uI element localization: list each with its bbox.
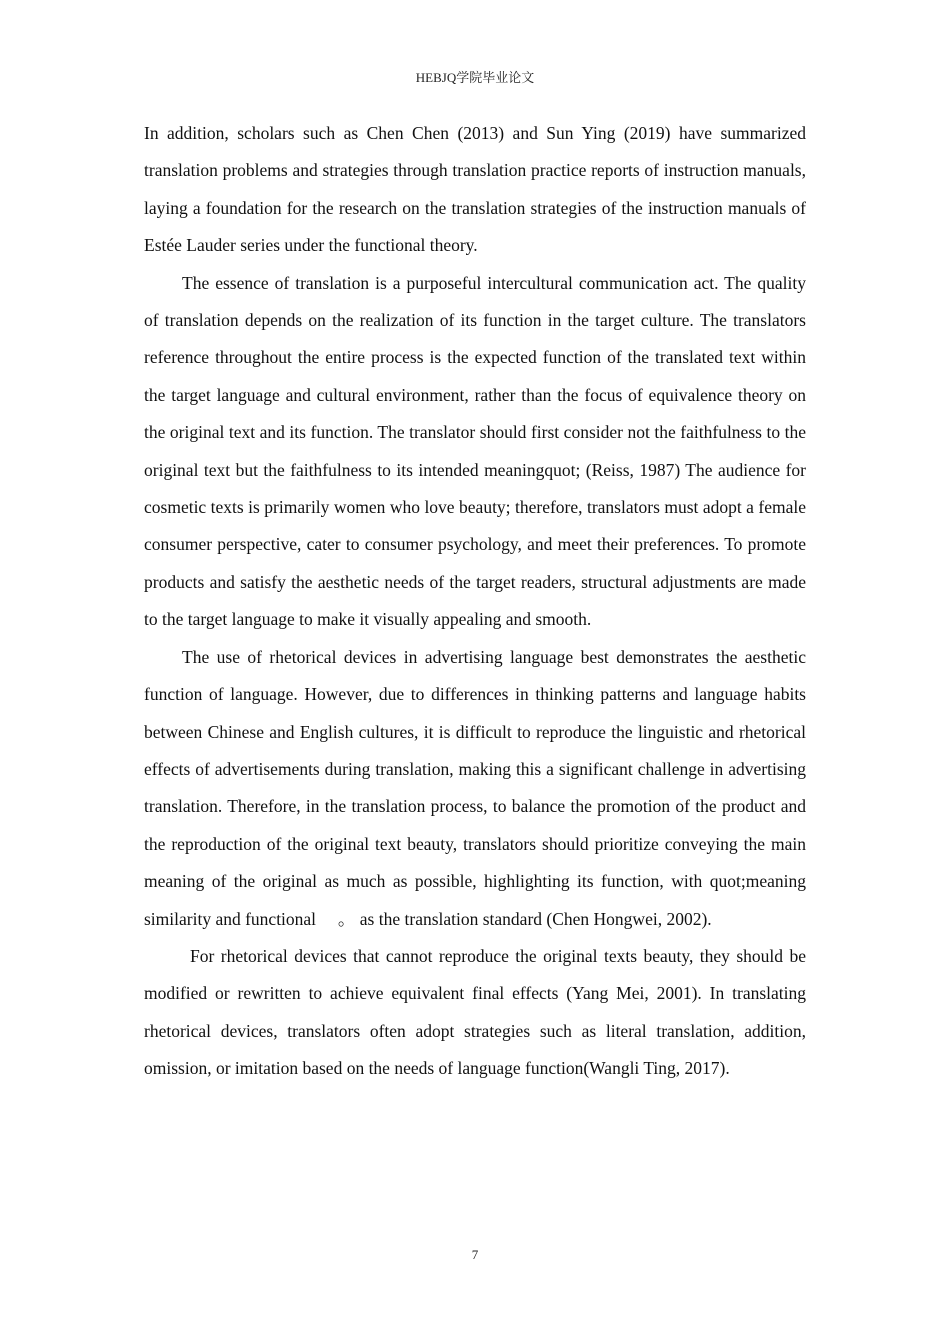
body-text bbox=[144, 115, 806, 1088]
paragraph: The use of rhetorical devices in advertising language best demonstrates the aesthetic function of language. However, due to differences in thinking patterns and language habits between Chinese and English cultures, it is difficult to reproduce the linguistic and rhetorical effects of advertisements during translation, making this a significant challenge in advertising translation. Therefore, in the translation process, to balance the promotion of the product and the reproduction of the original text beauty, translators should prioritize conveying the main meaning of the original as much as possible, highlighting its function, with quot;meaning similarity and functional 。 as the translation standard (Chen Hongwei, 2002). bbox=[144, 646, 806, 929]
page-number: 7 bbox=[471, 1247, 479, 1262]
paragraph: In addition, scholars such as Chen Chen (2013) and Sun Ying (2019) have summarized translation problems and strategies through translation practice reports of instruction manuals, laying a foundation for the research on the translation strategies of the instruction manuals of Estée Lauder series under the functional theory. bbox=[144, 123, 806, 256]
paragraph: The essence of translation is a purposeful intercultural communication act. The quality of translation depends on the realization of its function in the target culture. The translators reference throughout the entire process is the expected function of the translated text within the target language and cultural environment, rather than the focus of equivalence theory on the original text and its function. The translator should first consider not the faithfulness to the original text but the faithfulness to its intended meaningquot; (Reiss, 1987) The audience for cosmetic texts is primarily women who love beauty; therefore, translators must adopt a female consumer perspective, cater to consumer psychology, and meet their preferences. To promote products and satisfy the aesthetic needs of the target readers, structural adjustments are made to the target language to make it visually appealing and smooth. bbox=[144, 272, 806, 630]
paragraph: For rhetorical devices that cannot reproduce the original texts beauty, they should be modified or rewritten to achieve equivalent final effects (Yang Mei, 2001). In translating rhetorical devices, translators often adopt strategies such as literal translation, addition, omission, or imitation based on the needs of language function(Wangli Ting, 2017). bbox=[144, 945, 806, 1079]
running-header: HEBJQ学院毕业论文 bbox=[415, 70, 535, 85]
